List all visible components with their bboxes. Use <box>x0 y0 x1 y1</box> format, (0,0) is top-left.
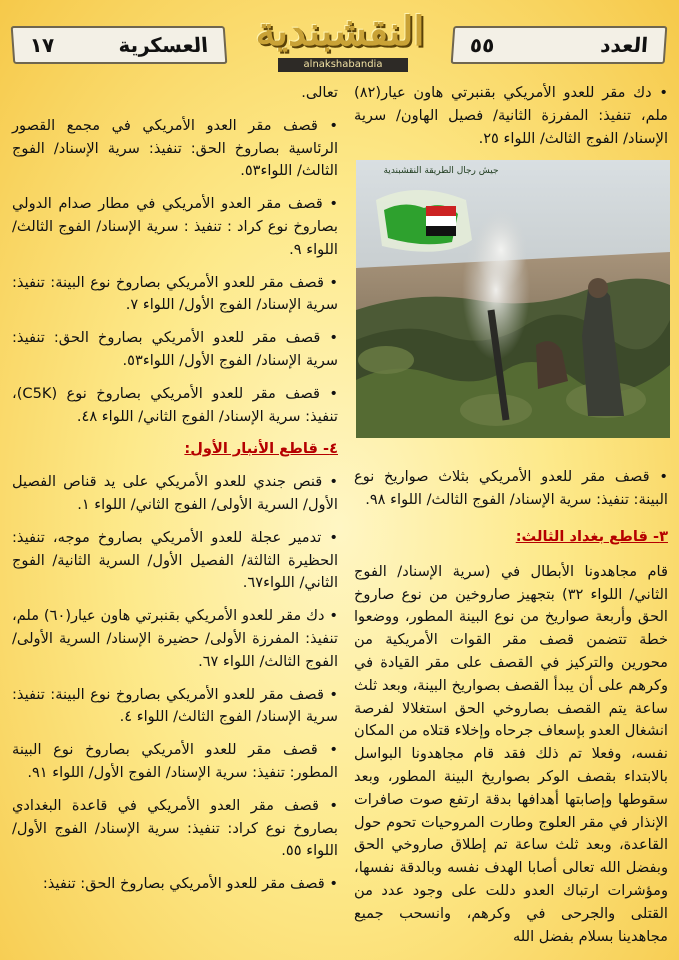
page-header <box>0 0 679 80</box>
article-item: • قصف مقر العدو الأمريكي في مطار صدام الدولي بصاروخ نوع كراد : تنفيذ : سرية الإسناد/ الفوج الثالث/ اللواء ٩. <box>12 193 338 261</box>
article-item: • قنص جندي للعدو الأمريكي على يد قناص الفصيل الأول/ السرية الأولى/ الفوج الثاني/ اللواء ١. <box>12 471 338 517</box>
section-label: العسكرية <box>117 33 209 57</box>
page-number: ١٧ <box>29 33 56 57</box>
article-item: • قصف مقر العدو الأمريكي في قاعدة البغدادي بصاروخ نوع كراد: تنفيذ: سرية الإسناد/ الفوج الأول/ اللواء ٥٥. <box>12 795 338 863</box>
section-heading: ٤- قاطع الأنبار الأول: <box>184 440 338 458</box>
issue-banner <box>451 26 668 64</box>
article-paragraph: قام مجاهدونا الأبطال في (سرية الإسناد/ الفوج الثاني/ اللواء ٣٢) بتجهيز صاروخين من نوع صاروخ الحق وأربعة صواريخ من نوع البينة المطور، ووضعوا خطة تتضمن قصف مقر القوات الأمريكية من محورين والتركيز في القصف على مقر القيادة في وكرهم على أن يبدأ القصف بصواريخ البينة، وبعد ثلث ساعة يتم القصف بصاروخي الحق استغلالا لفرصة انشغال العدو بإسعاف جرحاه وإخلاء قتلاه من المكان نفسه، وفعلا تم ذلك فقد قام مجاهدونا البواسل بالابتداء بقصف الوكر بصواريخ البينة المطور، وبعد سقوطها وإصابتها أهدافها بدقة ارتفع صوت صافرات الإنذار في مقر العلوج وطارت المروحيات تحوم حول القاعدة، وبعد ثلث ساعة تم إطلاق صاروخي الحق وبفضل الله تعالى أصابا الهدف نفسه وبالدقة نفسها، ومؤشرات ارتباك العدو دللت على وجود عدد من القتلى والجرحى في وكرهم، وانسحب جميع مجاهدينا بسلام بفضل الله <box>353 562 669 945</box>
article-item: • دك مقر للعدو الأمريكي بقنبرتي هاون عيار(٨٢) ملم، تنفيذ: المفرزة الثانية/ فصيل الهاون/ سرية الإسناد/ الفوج الثالث/ اللواء ٢٥. <box>354 82 668 150</box>
article-item: • قصف مقر للعدو الأمريكي بثلاث صواريخ نوع البينة: تنفيذ: سرية الإسناد/ الفوج الثالث/ اللواء ٩٨. <box>354 466 668 512</box>
left-column <box>12 82 338 896</box>
section-banner <box>11 26 228 64</box>
mortar-photo <box>356 160 670 438</box>
article-item: • قصف مقر للعدو الأمريكي بصاروخ نوع (C5K)، تنفيذ: سرية الإسناد/ الفوج الثاني/ اللواء ٤٨. <box>12 383 338 429</box>
article-item: • قصف مقر العدو الأمريكي في مجمع القصور الرئاسية بصاروخ الحق: تنفيذ: سرية الإسناد/ الفوج الثالث/ اللواء٥٣. <box>12 115 338 183</box>
article-item: • قصف مقر للعدو الأمريكي بصاروخ الحق: تنفيذ: <box>12 873 338 896</box>
magazine-logo <box>238 8 442 80</box>
issue-label: العدد <box>599 33 649 57</box>
article-item: • قصف مقر للعدو الأمريكي بصاروخ نوع البينة: تنفيذ: سرية الإسناد/ الفوج الثالث/ اللواء ٤. <box>12 684 338 730</box>
article-item: • دك مقر للعدو الأمريكي بقنبرتي هاون عيار(٦٠) ملم، تنفيذ: المفرزة الأولى/ حضيرة الإسناد/ السرية الأولى/ الفوج الثالث/ اللواء ٦٧. <box>12 605 338 673</box>
article-item: • تدمير عجلة للعدو الأمريكي بصاروخ موجه، تنفيذ: الحظيرة الثالثة/ الفصيل الأول/ السرية الثانية/ الفوج الثاني/ اللواء٦٧. <box>12 527 338 595</box>
article-paragraph: تعالى. <box>301 84 338 101</box>
photo-image <box>356 160 670 438</box>
section-heading: ٣- قاطع بغداد الثالث: <box>515 527 668 545</box>
article-item: • قصف مقر للعدو الأمريكي بصاروخ نوع البينة: تنفيذ: سرية الإسناد/ الفوج الأول/ اللواء ٧. <box>12 272 338 318</box>
article-item: • قصف مقر للعدو الأمريكي بصاروخ نوع البينة المطور: تنفيذ: سرية الإسناد/ الفوج الأول/ اللواء ٩١. <box>12 739 338 785</box>
article-item: • قصف مقر للعدو الأمريكي بصاروخ الحق: تنفيذ: سرية الإسناد/ الفوج الأول/ اللواء٥٣. <box>12 327 338 373</box>
photo-badge-text: جيش رجال الطريقة النقشبندية <box>383 166 499 176</box>
logo-subtitle: alnakshabandia <box>278 58 408 72</box>
group-badge <box>376 190 472 252</box>
issue-number: ٥٥ <box>469 33 496 57</box>
logo-text: النقشبندية <box>255 8 425 55</box>
